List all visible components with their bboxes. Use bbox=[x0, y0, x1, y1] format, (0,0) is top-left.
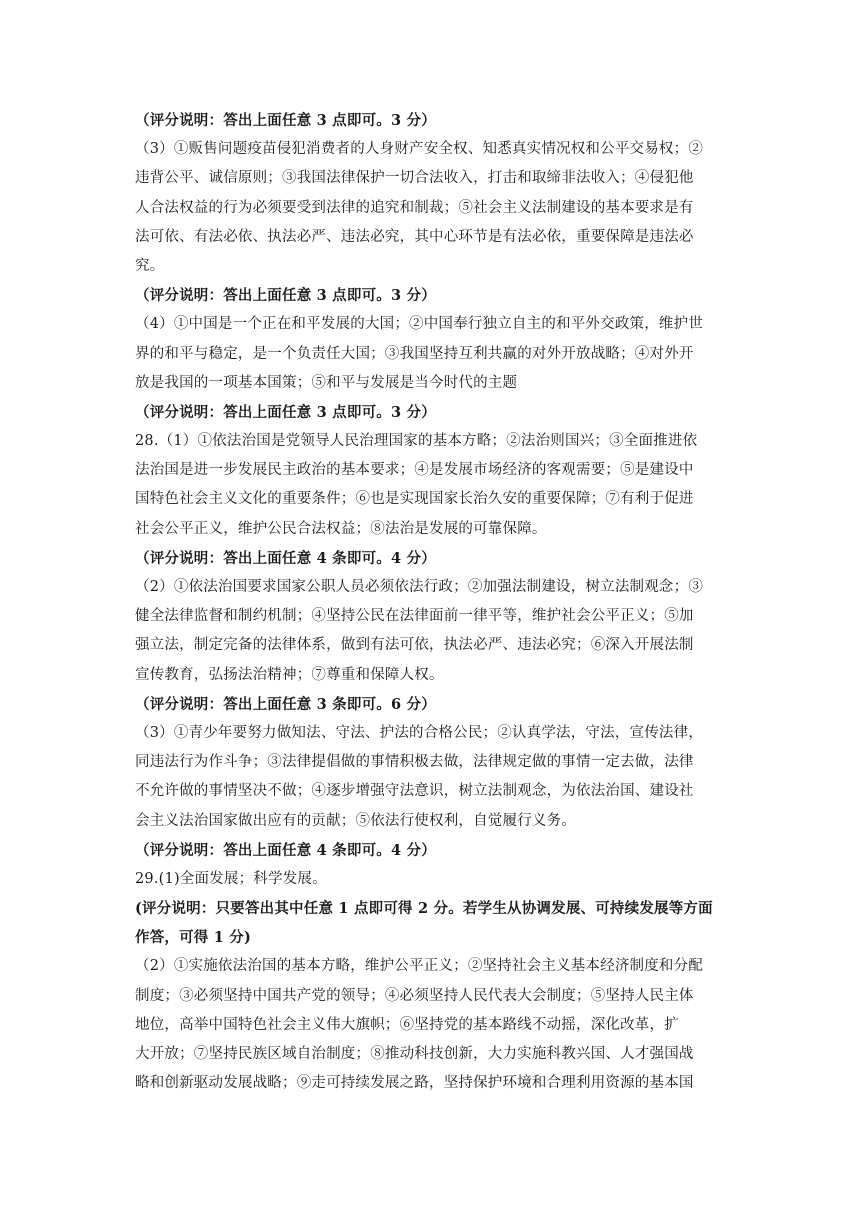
answer-text-line: （2）①依法治国要求国家公职人员必须依法行政；②加强法制建设，树立法制观念；③ bbox=[135, 579, 704, 595]
scoring-note-line: （评分说明：答出上面任意 3 点即可。3 分） bbox=[135, 403, 436, 421]
answer-text-line: 放是我国的一项基本国策；⑤和平与发展是当今时代的主题 bbox=[135, 374, 518, 391]
answer-text-line: 不允许做的事情坚决不做；④逐步增强守法意识，树立法制观念，为依法治国、建设社 bbox=[135, 783, 694, 800]
scoring-note-line: （评分说明：答出上面任意 3 条即可。6 分） bbox=[135, 695, 436, 713]
answer-text-line: 究。 bbox=[135, 257, 165, 274]
answer-text-line: 同违法行为作斗争；③法律提倡做的事情积极去做，法律规定做的事情一定去做，法律 bbox=[135, 754, 694, 771]
answer-text-line: 国特色社会主义文化的重要条件；⑥也是实现国家长治久安的重要保障；⑦有利于促进 bbox=[135, 491, 694, 508]
answer-text-line: 略和创新驱动发展战略；⑨走可持续发展之路，坚持保护环境和合理利用资源的基本国 bbox=[135, 1075, 694, 1092]
scoring-note-line: (评分说明：只要答出其中任意 1 点即可得 2 分。若学生从协调发展、可持续发展等方面 bbox=[135, 900, 713, 918]
scoring-note-line: （评分说明：答出上面任意 3 点即可。3 分） bbox=[135, 112, 436, 129]
answer-document bbox=[135, 106, 735, 1098]
answer-text-line: 健全法律监督和制约机制；④坚持公民在法律面前一律平等，维护社会公平正义；⑤加 bbox=[135, 608, 694, 625]
scoring-note-line: （评分说明：答出上面任意 4 条即可。4 分） bbox=[135, 549, 436, 567]
answer-text-line: 界的和平与稳定，是一个负责任大国；③我国坚持互利共赢的对外开放战略；④对外开 bbox=[135, 345, 694, 362]
answer-text-line: 社会公平正义，维护公民合法权益；⑧法治是发展的可靠保障。 bbox=[135, 520, 547, 537]
answer-text-line: 大开放；⑦坚持民族区域自治制度；⑧推动科技创新，大力实施科教兴国、人才强国战 bbox=[135, 1046, 694, 1062]
answer-text-line: （2）①实施依法治国的基本方略，维护公平正义；②坚持社会主义基本经济制度和分配 bbox=[135, 958, 704, 975]
answer-text-line: 地位，高举中国特色社会主义伟大旗帜；⑥坚持党的基本路线不动摇，深化改革，扩 bbox=[135, 1016, 679, 1033]
answer-text-line: 制度；③必须坚持中国共产党的领导；④必须坚持人民代表大会制度；⑤坚持人民主体 bbox=[135, 987, 694, 1004]
answer-text-line: 人合法权益的行为必须要受到法律的追究和制裁；⑤社会主义法制建设的基本要求是有 bbox=[135, 199, 694, 216]
answer-text-line: （3）①贩售问题疫苗侵犯消费者的人身财产安全权、知悉真实情况权和公平交易权；② bbox=[135, 141, 704, 158]
scoring-note-line: （评分说明：答出上面任意 3 点即可。3 分） bbox=[135, 287, 436, 305]
answer-text-line: （4）①中国是一个正在和平发展的大国；②中国奉行独立自主的和平外交政策，维护世 bbox=[135, 316, 704, 333]
scoring-note-line: （评分说明：答出上面任意 4 条即可。4 分） bbox=[135, 841, 436, 859]
answer-text-line: 宣传教育，弘扬法治精神；⑦尊重和保障人权。 bbox=[135, 666, 444, 683]
answer-text-line: 会主义法治国家做出应有的贡献；⑤依法行使权利，自觉履行义务。 bbox=[135, 812, 576, 829]
answer-text-line: 28.（1）①依法治国是党领导人民治理国家的基本方略；②法治则国兴；③全面推进依 bbox=[135, 433, 698, 450]
answer-text-line: 强立法，制定完备的法律体系，做到有法可依，执法必严、违法必究；⑥深入开展法制 bbox=[135, 637, 694, 654]
scoring-note-line: 作答，可得 1 分) bbox=[135, 929, 252, 947]
answer-text-line: 法治国是进一步发展民主政治的基本要求；④是发展市场经济的客观需要；⑤是建设中 bbox=[135, 462, 694, 479]
answer-text-line: 违背公平、诚信原则；③我国法律保护一切合法收入，打击和取缔非法收入；④侵犯他 bbox=[135, 170, 694, 187]
answer-text-line: （3）①青少年要努力做知法、守法、护法的合格公民；②认真学法，守法，宣传法律， bbox=[135, 724, 704, 741]
answer-text-line: 法可依、有法必依、执法必严、违法必究，其中心环节是有法必依，重要保障是违法必 bbox=[135, 228, 694, 245]
answer-text-line: 29.(1)全面发展；科学发展。 bbox=[135, 870, 327, 887]
